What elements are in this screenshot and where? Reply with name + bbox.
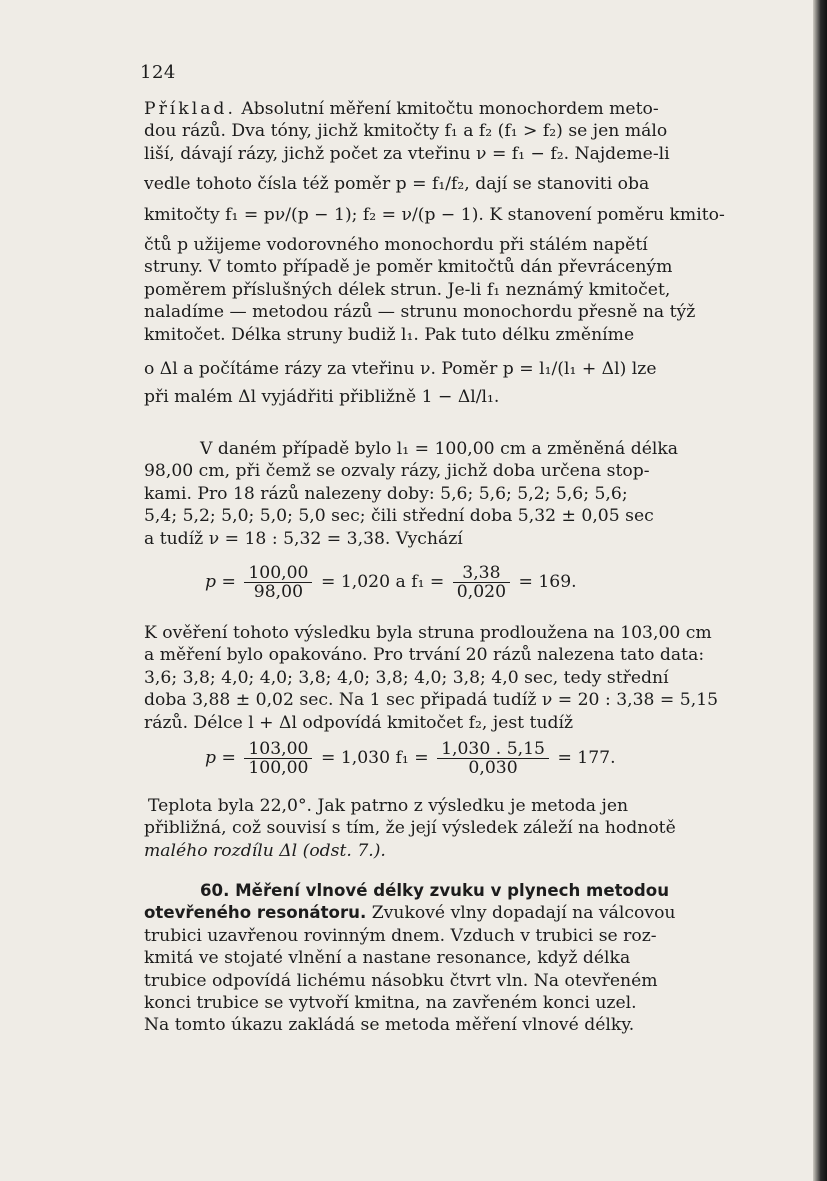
text-line: kami. Pro 18 rázů nalezeny doby: 5,6; 5,6; 5,2; 5,6; 5,6;	[144, 483, 628, 504]
text-line: a tudíž ν = 18 : 5,32 = 3,38. Vychází	[144, 528, 463, 549]
text-line: přibližná, což souvisí s tím, že její výsledek záleží na hodnotě	[144, 818, 676, 839]
text-line: 98,00 cm, při čemž se ozvaly rázy, jichž doba určena stop-	[144, 461, 650, 482]
text-line: Příklad. Absolutní měření kmitočtu monochordem meto-	[144, 99, 659, 119]
text-line: a měření bylo opakováno. Pro trvání 20 rázů nalezena tato data:	[144, 645, 705, 666]
text-line: malého rozdílu Δl (odst. 7.).	[144, 840, 386, 861]
section-heading: 60. Měření vlnové délky zvuku v plynech metodou	[200, 881, 670, 900]
page-number: 124	[140, 62, 176, 83]
text-line: Na tomto úkazu zakládá se metoda měření vlnové délky.	[144, 1015, 635, 1036]
fraction: $\frac{100,00}{98,00}$	[244, 564, 312, 601]
text-line: liší, dávají rázy, jichž počet za vteřinu ν = f₁ − f₂. Najdeme-li	[144, 143, 670, 164]
text-line: rázů. Délce l + Δl odpovídá kmitočet f₂, jest tudíž	[144, 712, 574, 733]
text-line: K ověření tohoto výsledku byla struna prodloužena na 103,00 cm	[144, 623, 712, 643]
text-line: čtů p užijeme vodorovného monochordu při stálém napětí	[144, 235, 648, 256]
equation-ratio-2: p = $\frac{103,00}{100,00}$ = 1,030 f₁ = $\frac{1,030 . 5,15}{0,030}$ = 177.	[205, 739, 616, 778]
text-line: trubici uzavřenou rovinným dnem. Vzduch v trubici se roz-	[144, 925, 657, 946]
text-line: struny. V tomto případě je poměr kmitočtů dán převráceným	[144, 257, 673, 278]
text-line: o Δl a počítáme rázy za vteřinu ν. Poměr p = l₁/(l₁ + Δl) lze	[144, 359, 657, 380]
scan-edge-shadow	[813, 0, 827, 1181]
measurement-paragraph	[144, 438, 729, 550]
text-line: naladíme — metodou rázů — strunu monochordu přesně na týž	[144, 302, 696, 323]
text-line: Teplota byla 22,0°. Jak patrno z výsledku je metoda jen	[148, 796, 629, 816]
section-60	[144, 880, 729, 1037]
equation-ratio-1: p = $\frac{100,00}{98,00}$ = 1,020 a f₁ = $\frac{3,38}{0,020}$ = 169.	[205, 563, 577, 602]
text-line: V daném případě bylo l₁ = 100,00 cm a změněná délka	[200, 439, 679, 459]
text-line: trubice odpovídá lichému násobku čtvrt vln. Na otevřeném	[144, 970, 658, 991]
conclusion-paragraph	[144, 795, 729, 862]
text-line: konci trubice se vytvoří kmitna, na zavřeném konci uzel.	[144, 993, 637, 1014]
text-line: kmitočet. Délka struny budiž l₁. Pak tuto délku změníme	[144, 324, 635, 345]
verification-paragraph	[144, 622, 729, 734]
text-line: vedle tohoto čísla též poměr p = f₁/f₂, dají se stanoviti oba	[144, 174, 650, 195]
text-line: otevřeného resonátoru. Zvukové vlny dopadají na válcovou	[144, 903, 676, 924]
text-line: kmitá ve stojaté vlnění a nastane resonance, když délka	[144, 948, 631, 969]
example-paragraph	[144, 98, 729, 409]
text-line: při malém Δl vyjádřiti přibližně 1 − Δl/l₁.	[144, 387, 500, 408]
text-line: poměrem příslušných délek strun. Je-li f₁ neznámý kmitočet,	[144, 279, 671, 300]
fraction: $\frac{3,38}{0,020}$	[453, 564, 510, 601]
fraction: $\frac{1,030 . 5,15}{0,030}$	[437, 740, 549, 777]
text-line: 3,6; 3,8; 4,0; 4,0; 3,8; 4,0; 3,8; 4,0; 3,8; 4,0 sec, tedy střední	[144, 667, 669, 688]
text-line: dou rázů. Dva tóny, jichž kmitočty f₁ a f₂ (f₁ > f₂) se jen málo	[144, 121, 668, 142]
text-line: 5,4; 5,2; 5,0; 5,0; 5,0 sec; čili střední doba 5,32 ± 0,05 sec	[144, 506, 654, 527]
section-heading-cont: otevřeného resonátoru.	[144, 903, 367, 923]
fraction: $\frac{103,00}{100,00}$	[244, 740, 312, 777]
example-label: Příklad.	[144, 99, 236, 119]
text-line: doba 3,88 ± 0,02 sec. Na 1 sec připadá tudíž ν = 20 : 3,38 = 5,15	[144, 690, 719, 711]
text-line: kmitočty f₁ = pν/(p − 1); f₂ = ν/(p − 1). K stanovení poměru kmito-	[144, 204, 725, 225]
